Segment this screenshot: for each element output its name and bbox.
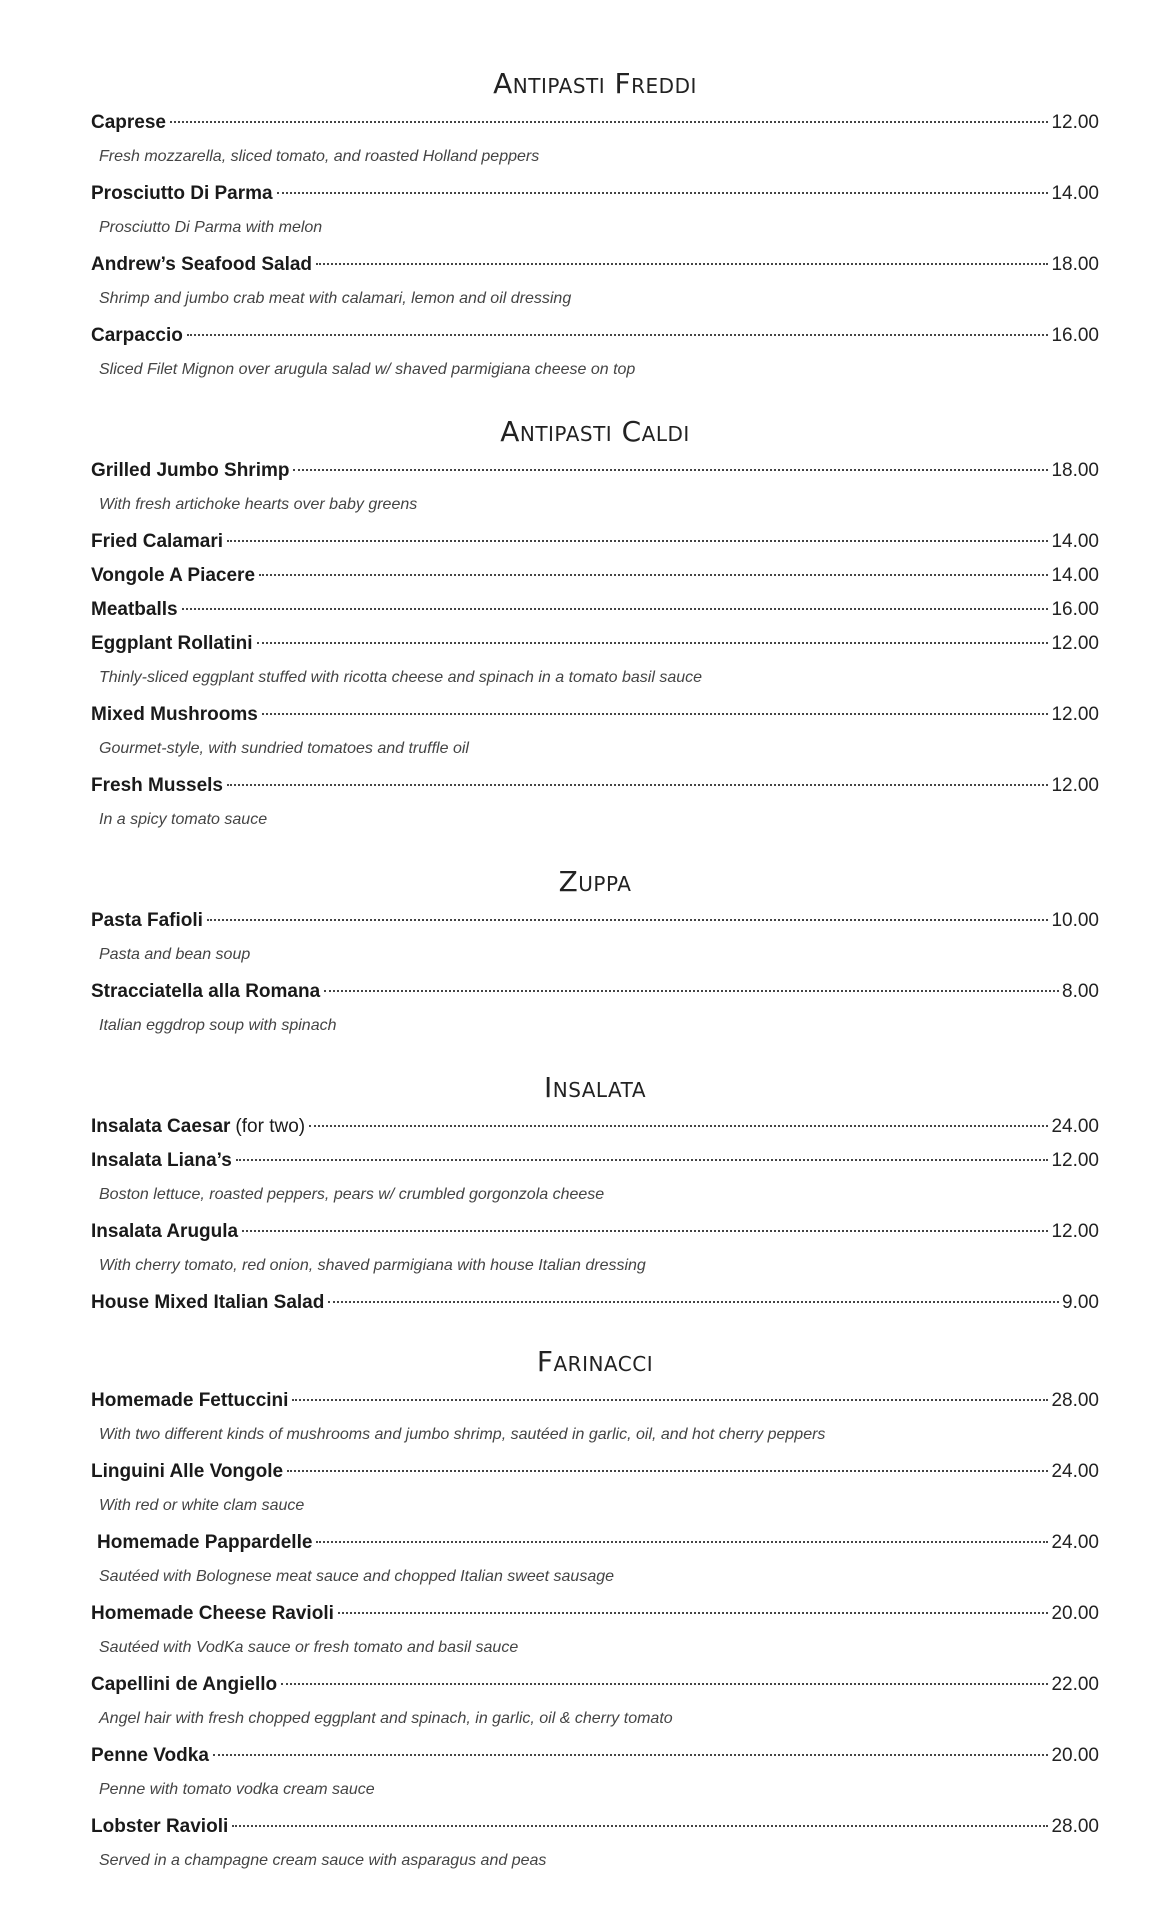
menu-item-row [91,1526,1099,1560]
menu-item-description: Served in a champagne cream sauce with asparagus and peas [99,1852,547,1869]
dot-leader [257,642,1049,644]
menu-item [91,1668,1099,1739]
menu-item-description: With cherry tomato, red onion, shaved parmigiana with house Italian dressing [99,1257,646,1274]
menu-item-row [91,975,1099,1009]
menu-item-description: Angel hair with fresh chopped eggplant and spinach, in garlic, oil & cherry tomato [99,1710,673,1727]
menu-item-price: 24.00 [1051,1116,1099,1137]
menu-item [91,1455,1099,1526]
menu-item-description: With fresh artichoke hearts over baby greens [99,496,418,513]
menu-item-description: Sliced Filet Mignon over arugula salad w/ shaved parmigiana cheese on top [99,361,636,378]
menu-item-name: Prosciutto Di Parma [91,183,273,204]
menu-item-name: House Mixed Italian Salad [91,1292,325,1313]
dot-leader [170,121,1048,123]
menu-item-row [91,1597,1099,1631]
menu-item-description: Penne with tomato vodka cream sauce [99,1781,375,1798]
menu-item-row [91,1286,1099,1320]
menu-item-description: Sautéed with Bolognese meat sauce and chopped Italian sweet sausage [99,1568,615,1585]
menu-item-description: With two different kinds of mushrooms and jumbo shrimp, sautéed in garlic, oil, and hot cherry peppers [99,1426,826,1443]
menu-item-price: 18.00 [1051,460,1099,481]
menu-section-insalata [91,1070,1099,1320]
menu-item-row [91,1739,1099,1773]
menu-item-name: Linguini Alle Vongole [91,1461,284,1482]
section-title: Zuppa [558,865,632,898]
dot-leader [207,919,1049,921]
menu-item [91,698,1099,769]
menu-item-price: 28.00 [1051,1390,1099,1411]
menu-item [91,1526,1099,1597]
menu-item-row [91,559,1099,593]
dot-leader [316,263,1048,265]
menu-item [91,904,1099,975]
menu-section-antipasti-freddi [91,66,1099,390]
menu-item-row [91,525,1099,559]
dot-leader [293,469,1048,471]
menu-item-name: Pasta Fafioli [91,910,203,931]
menu-item-name: Andrew’s Seafood Salad [91,254,313,275]
menu-item [91,559,1099,593]
menu-item [91,1739,1099,1810]
menu-item-description: Boston lettuce, roasted peppers, pears w/ crumbled gorgonzola cheese [99,1186,605,1203]
section-title: Insalata [543,1071,647,1104]
menu-item-row [91,698,1099,732]
menu-item [91,1286,1099,1320]
menu-item-row [91,454,1099,488]
menu-item-name: Insalata Caesar [91,1116,231,1137]
menu-item-description: With red or white clam sauce [99,1497,305,1514]
dot-leader [338,1612,1049,1614]
dot-leader [262,713,1049,715]
menu-item [91,627,1099,698]
dot-leader [242,1230,1048,1232]
section-title: Antipasti Freddi [493,67,697,100]
menu-item-price: 18.00 [1051,254,1099,275]
menu-item-row [91,769,1099,803]
dot-leader [328,1301,1059,1303]
menu-item [91,319,1099,390]
menu-item [91,248,1099,319]
menu-item-price: 24.00 [1051,1461,1099,1482]
menu-item-row [91,1668,1099,1702]
menu-item [91,1215,1099,1286]
menu-item [91,177,1099,248]
menu-item-name: Insalata Arugula [91,1221,239,1242]
menu-item [91,593,1099,627]
menu-item-name: Fresh Mussels [91,775,223,796]
dot-leader [309,1125,1048,1127]
section-title: Farinacci [536,1345,654,1378]
menu-item [91,1810,1099,1881]
menu-item [91,525,1099,559]
dot-leader [324,990,1059,992]
menu-item-row [91,1455,1099,1489]
dot-leader [316,1541,1048,1543]
menu-section-antipasti-caldi [91,414,1099,840]
menu-item-price: 9.00 [1062,1292,1099,1313]
menu-item-description: Gourmet-style, with sundried tomatoes and truffle oil [99,740,469,757]
menu-item-description: Prosciutto Di Parma with melon [99,219,323,236]
menu-item-name: Insalata Liana’s [91,1150,232,1171]
menu-item-description: Pasta and bean soup [99,946,251,963]
dot-leader [236,1159,1049,1161]
menu-section-farinacci [91,1344,1099,1881]
dot-leader [227,784,1048,786]
menu-item-price: 12.00 [1051,112,1099,133]
menu-item-name: Eggplant Rollatini [91,633,253,654]
menu-item [91,1384,1099,1455]
menu-item-name: Caprese [91,112,166,133]
menu-item [91,1144,1099,1215]
menu-item-price: 8.00 [1062,981,1099,1002]
menu-item-price: 12.00 [1051,1150,1099,1171]
dot-leader [292,1399,1048,1401]
menu-item-row [91,904,1099,938]
menu-item-price: 22.00 [1051,1674,1099,1695]
menu-item-price: 12.00 [1051,633,1099,654]
menu-item-name: Homemade Cheese Ravioli [91,1603,334,1624]
menu-item-price: 20.00 [1051,1603,1099,1624]
menu-item-price: 28.00 [1051,1816,1099,1837]
menu-item-description: In a spicy tomato sauce [99,811,268,828]
menu-item-name: Grilled Jumbo Shrimp [91,460,290,481]
dot-leader [277,192,1049,194]
menu-item-row [91,1215,1099,1249]
menu-item-name: Lobster Ravioli [91,1816,229,1837]
menu-item [91,769,1099,840]
menu-item-name: Vongole A Piacere [91,565,256,586]
menu-item [91,106,1099,177]
menu-item [91,454,1099,525]
menu-item-row [91,177,1099,211]
dot-leader [232,1825,1048,1827]
menu-section-zuppa [91,864,1099,1046]
dot-leader [287,1470,1048,1472]
menu-item-description: Italian eggdrop soup with spinach [99,1017,337,1034]
menu-item-row [91,1384,1099,1418]
menu-item-row [91,593,1099,627]
menu-item-price: 12.00 [1051,704,1099,725]
menu-item-name: Stracciatella alla Romana [91,981,321,1002]
menu-item-price: 24.00 [1051,1532,1099,1553]
menu-item-price: 14.00 [1051,183,1099,204]
menu-item-price: 16.00 [1051,325,1099,346]
menu-item-name: Mixed Mushrooms [91,704,258,725]
menu-item-name: Meatballs [91,599,178,620]
dot-leader [259,574,1048,576]
section-title: Antipasti Caldi [500,415,690,448]
menu-item-price: 10.00 [1051,910,1099,931]
menu-item-row [91,106,1099,140]
menu-item-row [91,1144,1099,1178]
menu-item-note: (for two) [235,1116,306,1137]
dot-leader [227,540,1048,542]
menu-item-name: Carpaccio [91,325,183,346]
menu-item-price: 14.00 [1051,531,1099,552]
menu-item-name: Capellini de Angiello [91,1674,278,1695]
menu-item-description: Sautéed with VodKa sauce or fresh tomato and basil sauce [99,1639,519,1656]
menu-item-row [91,1810,1099,1844]
menu-item-price: 20.00 [1051,1745,1099,1766]
menu-item-description: Thinly-sliced eggplant stuffed with ricotta cheese and spinach in a tomato basil sauce [99,669,703,686]
menu-item-name: Fried Calamari [91,531,223,552]
menu-item-name: Homemade Fettuccini [91,1390,289,1411]
menu-item-row [91,319,1099,353]
menu-item-description: Shrimp and jumbo crab meat with calamari, lemon and oil dressing [99,290,572,307]
menu-item [91,1110,1099,1144]
menu-item-price: 14.00 [1051,565,1099,586]
menu-item-name: Penne Vodka [91,1745,209,1766]
menu-item-price: 16.00 [1051,599,1099,620]
menu-item-price: 12.00 [1051,775,1099,796]
dot-leader [187,334,1049,336]
menu-item-row [91,248,1099,282]
menu-item-name: Homemade Pappardelle [97,1532,313,1553]
menu-page [91,66,1099,1881]
menu-item [91,975,1099,1046]
menu-item-price: 12.00 [1051,1221,1099,1242]
menu-item-row [91,1110,1099,1144]
menu-item-row [91,627,1099,661]
menu-item-description: Fresh mozzarella, sliced tomato, and roasted Holland peppers [99,148,540,165]
dot-leader [281,1683,1048,1685]
menu-item [91,1597,1099,1668]
dot-leader [213,1754,1049,1756]
dot-leader [182,608,1049,610]
